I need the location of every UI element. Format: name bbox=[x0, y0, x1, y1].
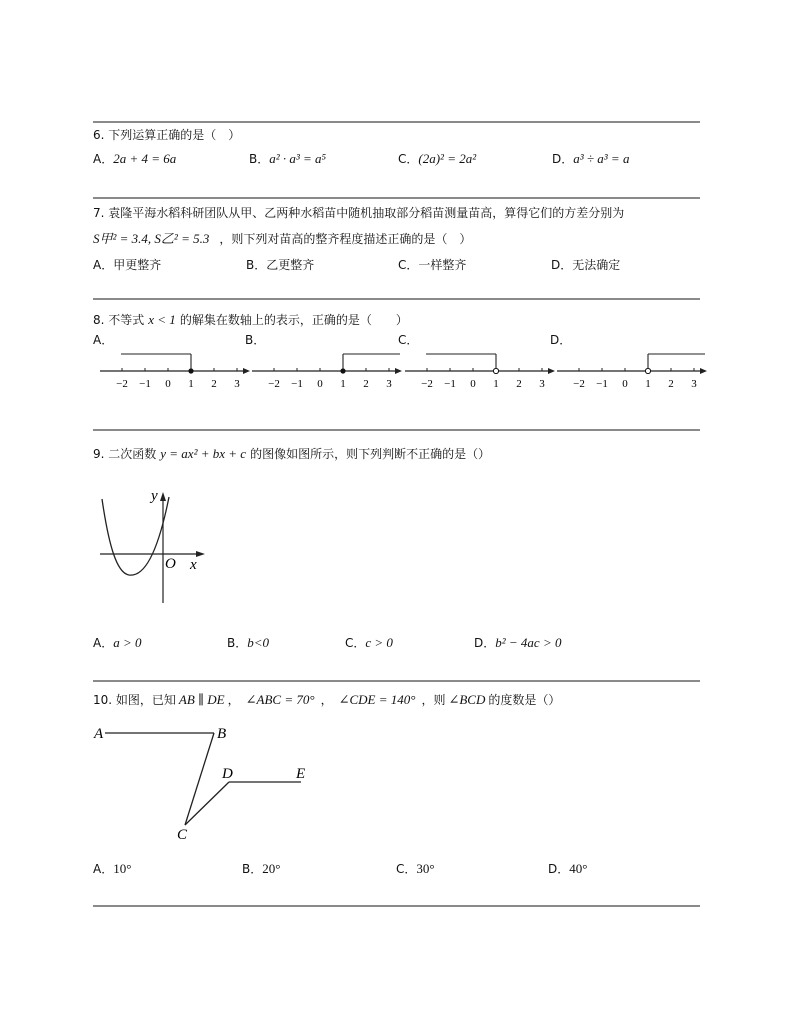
point-b-label: B bbox=[217, 726, 227, 742]
axis-arrow-icon bbox=[548, 368, 555, 374]
q6-option-b[interactable]: B．a² · a³ = a⁵ bbox=[249, 151, 327, 166]
q7-option-b[interactable]: B．乙更整齐 bbox=[246, 258, 315, 272]
point-d-label: D bbox=[222, 766, 233, 782]
q8-number-line-a[interactable] bbox=[100, 346, 248, 394]
q8-number-line-b[interactable] bbox=[252, 346, 400, 394]
q8-option-b-label[interactable]: B． bbox=[245, 333, 266, 347]
point-c-label: C bbox=[177, 827, 188, 843]
tick-label: −2 bbox=[268, 378, 280, 390]
axis-arrow-icon bbox=[700, 368, 707, 374]
tick-label: −2 bbox=[421, 378, 433, 390]
q9-option-c[interactable]: C．c > 0 bbox=[345, 635, 393, 650]
tick-label: 3 bbox=[539, 378, 545, 390]
parabola-curve bbox=[102, 497, 169, 575]
tick-label: −1 bbox=[596, 378, 608, 390]
closed-point bbox=[340, 368, 345, 373]
q6-option-c[interactable]: C．(2a)² = 2a² bbox=[398, 151, 477, 166]
tick-label: 3 bbox=[386, 378, 392, 390]
q7-formula: S甲² = 3.4, S乙² = 5.3 bbox=[93, 231, 210, 246]
x-axis-arrow-icon bbox=[196, 551, 205, 557]
q10-option-b[interactable]: B．20° bbox=[242, 861, 281, 876]
tick-label: 0 bbox=[317, 378, 323, 390]
closed-point bbox=[188, 368, 193, 373]
divider bbox=[93, 121, 700, 123]
tick-label: 1 bbox=[188, 378, 194, 390]
q7-option-c[interactable]: C．一样整齐 bbox=[398, 258, 467, 272]
q7-stem-line2: S甲² = 3.4, S乙² = 5.3 ，则下列对苗高的整齐程度描述正确的是（ ） bbox=[93, 231, 472, 246]
q10-stem: 10. 如图，已知 AB ∥ DE ， ∠ABC = 70° ， ∠CDE = 140° ，则 ∠BCD 的度数是（） bbox=[93, 692, 561, 707]
q8-option-a-label[interactable]: A． bbox=[93, 333, 114, 347]
point-a-label: A bbox=[94, 726, 104, 742]
q9-option-a[interactable]: A．a > 0 bbox=[93, 635, 142, 650]
point-e-label: E bbox=[296, 766, 306, 782]
divider bbox=[93, 197, 700, 199]
q8-number-line-d[interactable] bbox=[557, 346, 705, 394]
q6-option-a[interactable]: A．2a + 4 = 6a bbox=[93, 151, 177, 166]
divider bbox=[93, 429, 700, 431]
q8-option-d-label[interactable]: D． bbox=[550, 333, 572, 347]
tick-label: −1 bbox=[291, 378, 303, 390]
tick-label: −2 bbox=[573, 378, 585, 390]
tick-label: −1 bbox=[444, 378, 456, 390]
divider bbox=[93, 680, 700, 682]
tick-label: 2 bbox=[211, 378, 217, 390]
open-point bbox=[493, 368, 498, 373]
q10-option-a[interactable]: A．10° bbox=[93, 861, 132, 876]
divider bbox=[93, 905, 700, 907]
q8-stem: 8. 不等式 x < 1 的解集在数轴上的表示，正确的是（ ） bbox=[93, 312, 408, 327]
tick-label: 2 bbox=[668, 378, 674, 390]
tick-label: 1 bbox=[493, 378, 499, 390]
tick-label: 1 bbox=[340, 378, 346, 390]
q7-option-a[interactable]: A．甲更整齐 bbox=[93, 258, 162, 272]
tick-label: 0 bbox=[165, 378, 171, 390]
q8-option-c-label[interactable]: C． bbox=[398, 333, 419, 347]
tick-label: −1 bbox=[139, 378, 151, 390]
q9-stem: 9. 二次函数 y = ax² + bx + c 的图像如图所示，则下列判断不正确的是（） bbox=[93, 446, 491, 461]
q9-parabola-figure bbox=[95, 487, 210, 607]
q7-stem: 7. 袁隆平海水稻科研团队从甲、乙两种水稻苗中随机抽取部分稻苗测量苗高，算得它们的方差分别为 bbox=[93, 206, 625, 220]
tick-label: −2 bbox=[116, 378, 128, 390]
axis-arrow-icon bbox=[243, 368, 250, 374]
divider bbox=[93, 298, 700, 300]
q8-number-line-c[interactable] bbox=[405, 346, 553, 394]
q6-option-d[interactable]: D．a³ ÷ a³ = a bbox=[552, 151, 630, 166]
tick-label: 3 bbox=[691, 378, 697, 390]
tick-label: 0 bbox=[622, 378, 628, 390]
q10-option-d[interactable]: D．40° bbox=[548, 861, 588, 876]
y-axis-arrow-icon bbox=[160, 492, 166, 501]
tick-label: 1 bbox=[645, 378, 651, 390]
q10-geometry-figure bbox=[92, 722, 317, 844]
q9-option-d[interactable]: D．b² − 4ac > 0 bbox=[474, 635, 562, 650]
q6-stem: 6. 下列运算正确的是（ ） bbox=[93, 128, 241, 142]
tick-label: 2 bbox=[516, 378, 522, 390]
tick-label: 3 bbox=[234, 378, 240, 390]
origin-label: O bbox=[165, 556, 176, 572]
y-axis-label: y bbox=[151, 488, 158, 504]
q9-option-b[interactable]: B．b<0 bbox=[227, 635, 270, 650]
q7-option-d[interactable]: D．无法确定 bbox=[551, 258, 621, 272]
x-axis-label: x bbox=[190, 557, 197, 573]
axis-arrow-icon bbox=[395, 368, 402, 374]
tick-label: 2 bbox=[363, 378, 369, 390]
q10-option-c[interactable]: C．30° bbox=[396, 861, 435, 876]
open-point bbox=[645, 368, 650, 373]
tick-label: 0 bbox=[470, 378, 476, 390]
